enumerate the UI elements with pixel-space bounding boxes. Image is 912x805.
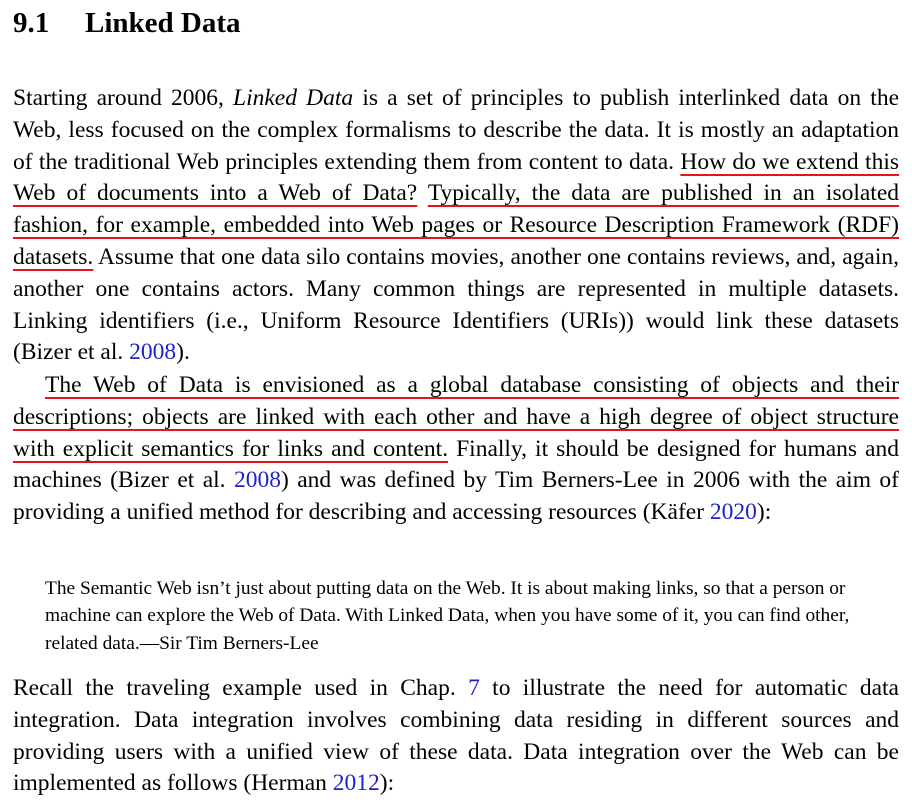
section-heading — [13, 3, 241, 43]
highlight-isolated-data: Typically, the data are published in an isolated fashion, for example, embedded into Web pages or Resource Description Framework (RDF) datasets. — [13, 180, 900, 270]
citation-herman-2012[interactable]: 2012 — [332, 770, 380, 797]
p1-text-c: Assume that one data silo contains movies, another one contains reviews, and, again, another one contains actors. Many common things are represented in multiple datasets. Linking identifiers (i.e., Uniform Resource Identifiers (URIs)) would link these datasets (Bizer et al. — [13, 243, 899, 366]
p3-text-end: ): — [379, 770, 395, 797]
paragraph-web-of-data — [13, 370, 899, 529]
p2-text-a: Finally, it should be designed for humans and machines (Bizer et al. — [13, 435, 899, 494]
citation-bizer-2008-a[interactable]: 2008 — [129, 339, 177, 366]
p3-text-a: Recall the traveling example used in Chap. — [13, 675, 469, 701]
p2-text-b: ) and was defined by Tim Berners-Lee in 2006 with the aim of providing a unified method for describing and accessing resources (Käfer — [13, 467, 899, 526]
citation-bizer-2008-b[interactable]: 2008 — [233, 467, 281, 494]
highlight-web-of-data: The Web of Data is envisioned as a global database consisting of objects and their descriptions; objects are linked with each other and have a high degree of object structure with explicit semantics for links and content. — [13, 372, 899, 462]
section-number: 9.1 — [13, 7, 50, 39]
p2-text-end: ): — [756, 499, 772, 526]
citation-kafer-2020[interactable]: 2020 — [709, 499, 757, 526]
p1-text-a: Starting around 2006, — [13, 85, 234, 111]
p3-text-b: to illustrate the need for automatic data integration. Data integration involves combining data residing in different sources and providing users with a unified view of these data. Data integration over the Web can be implemented as follows (Herman — [13, 675, 899, 797]
p1-text-end: ). — [176, 339, 190, 366]
p1-text-b: is a set of principles to publish interlinked data on the Web, less focused on the complex formalisms to describe the data. It is mostly an adaptation of the traditional Web principles extending them from content to data. — [13, 85, 899, 175]
linked-data-term: Linked Data — [233, 85, 354, 111]
p1-gap — [417, 180, 428, 206]
highlight-question: How do we extend this Web of documents into a Web of Data? — [13, 148, 899, 207]
paragraph-intro — [13, 83, 899, 369]
section-title: Linked Data — [85, 7, 241, 39]
berners-lee-quote: The Semantic Web isn’t just about putting data on the Web. It is about making links, so that a person or machine can explore the Web of Data. With Linked Data, when you have some of it, you can find other, related data.—Sir Tim Berners-Lee — [45, 578, 850, 654]
chapter-7-link[interactable]: 7 — [468, 675, 480, 701]
paragraph-data-integration — [13, 673, 899, 800]
